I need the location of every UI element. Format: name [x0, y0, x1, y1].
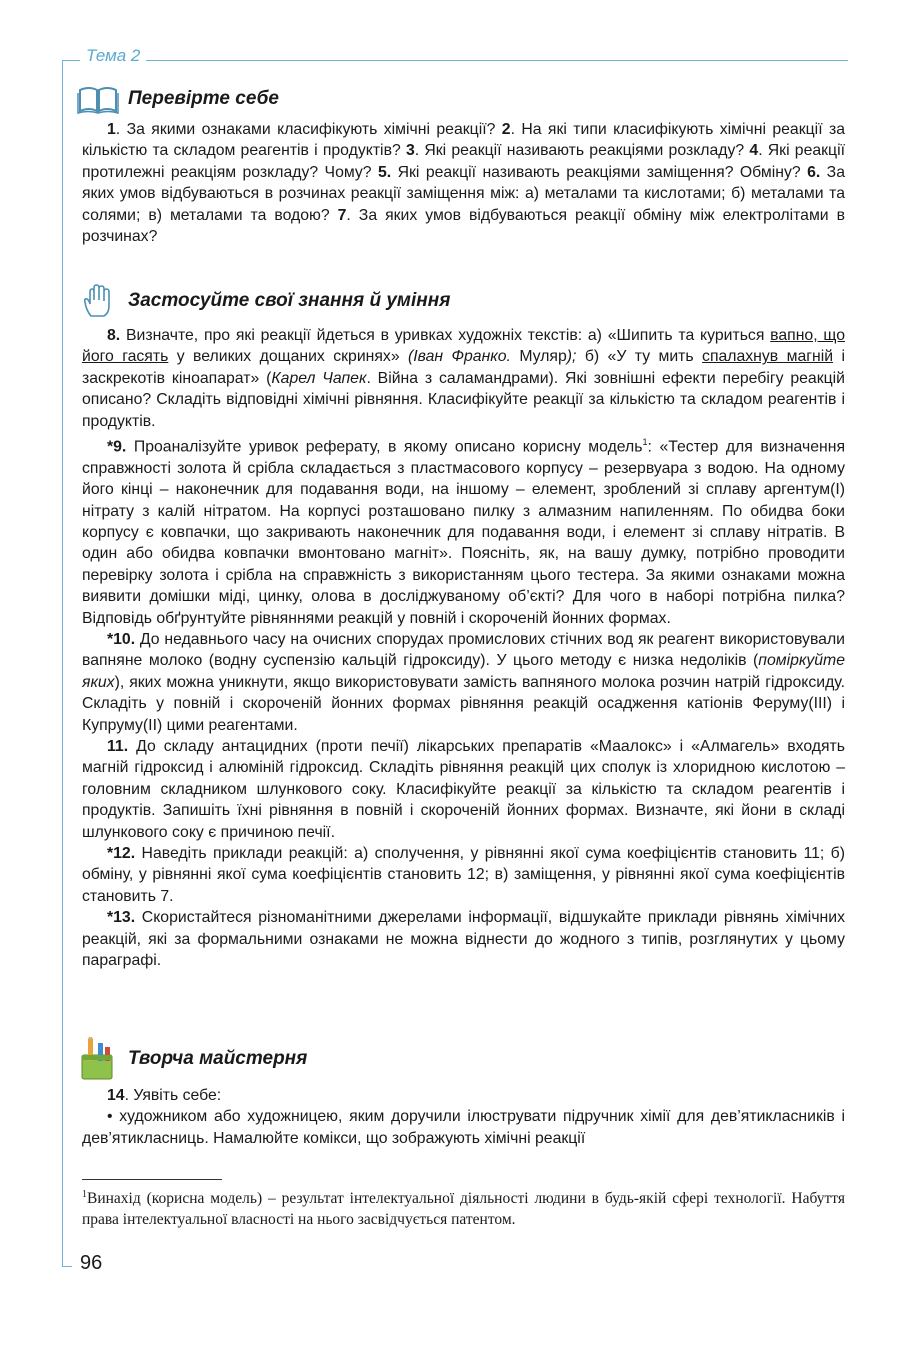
- footnote-text: Винахід (корисна модель) – результат інтелектуальної діяльності людини в будь-якій сфері технології. Набуття права інтелектуальної власності на нього засвідчується патентом.: [82, 1190, 845, 1229]
- section-creative-workshop-header: [76, 1042, 307, 1076]
- task-12: *12. Наведіть приклади реакцій: а) сполучення, у рівнянні якої сума коефіцієнтів становить 11; б) обміну, у рівнянні якої сума коефіцієнтів становить 12; в) заміщення, у рівнянні якої сума коефіцієнтів становить 7.: [82, 845, 845, 905]
- section-apply-knowledge-header: [76, 284, 450, 318]
- section-creative-workshop-text: [82, 1085, 845, 1149]
- task-14: 14. Уявіть себе:: [107, 1087, 222, 1104]
- footnote-mark: 1: [82, 1189, 87, 1200]
- hand-icon: [76, 284, 120, 318]
- page-number: 96: [80, 1252, 103, 1274]
- task-13: *13. Скористайтеся різноманітними джерелами інформації, відшукайте приклади рівнянь хімічних реакцій, які за формальними ознаками не можна віднести до жодного з типів, розглянутих у цьому параграфі.: [82, 909, 845, 970]
- task-14-bullet: • художником або художницею, яким доручили ілюструвати підручник хімії для дев’ятикласників і дев’ятикласниць. Намалюйте комікси, що зображують хімічні реакції: [82, 1108, 845, 1147]
- task-8: 8. Визначте, про які реакції йдеться в уривках художніх текстів: а) «Шипить та куриться вапно, що його гасять у великих дощаних скринях» (Іван Франко. Муляр); б) «У ту мить спалахнув магній і заскрекотів кіноапарат» (Карел Чапек. Війна з саламандрами). Які зовнішні ефекти перебігу реакцій описано? Складіть відповідні хімічні рівняння. Класифікуйте реакції за кількістю та складом реагентів і продуктів.: [82, 327, 845, 430]
- section-title: Застосуйте свої знання й уміння: [128, 290, 451, 311]
- task-10: *10. До недавнього часу на очисних спорудах промислових стічних вод як реагент використовували вапняне молоко (водну суспензію кальцій гідроксиду). У цього методу є низка недоліків (поміркуйте яких), яких можна уникнути, якщо використовувати замість вапняного молока розчин натрій гідроксиду. Складіть у повній і скороченій йонних формах рівняння реакцій осадження катіонів Феруму(III) і Купруму(II) цими реагентами.: [82, 630, 845, 734]
- frame-left-rule: [62, 60, 63, 1266]
- questions-paragraph: 1. За якими ознаками класифікують хімічні реакції? 2. На які типи класифікують хімічні реакції за кількістю та складом реагентів і продуктів? 3. Які реакції називають реакціями розкладу? 4. Які реакції протилежні реакціям розкладу? Чому? 5. Які реакції називають реакціями заміщення? Обміну? 6. За яких умов відбуваються в розчинах реакції заміщення між: а) металами та кислотами; б) металами та солями; в) металами та водою? 7. За яких умов відбуваються реакції обміну між електролітами в розчинах?: [82, 121, 845, 246]
- footnote: [82, 1184, 845, 1230]
- section-apply-knowledge-text: [82, 325, 845, 971]
- section-check-yourself-header: [76, 82, 279, 116]
- book-icon: [76, 82, 120, 116]
- task-9: *9. Проаналізуйте уривок реферату, в якому описано корисну модель$^1$: «Тестер для визначення справжності золота й срібла складається з пластмасового корпусу – резервуара з водою. На одному його кінці – наконечник для подавання води, на іншому – елемент, зроблений зі сплаву аргентум(I) нітрату з калій нітратом. На корпусі розташовано пилку з алмазним напиленням. По обидва боки корпусу є ковпачки, що закривають наконечник для подавання води, і елемент зі сплаву нітратів. В один або обидва ковпачки вмонтовано магніт». Поясніть, як, на вашу думку, потрібно проводити перевірку золота і срібла на справжність з використанням цього тестера. За якими ознаками можна виявити домішки міді, цинку, олова в досліджуваному об’єкті? Для чого в наборі потрібна пилка? Відповідь обґрунтуйте рівняннями реакцій у повній і скороченій йонних формах.: [82, 437, 846, 627]
- section-check-yourself-text: [82, 119, 845, 247]
- frame-bottom-rule: [62, 1266, 72, 1267]
- footnote-rule: [82, 1179, 222, 1180]
- task-11: 11. До складу антацидних (проти печії) лікарських препаратів «Маалокс» і «Алмагель» входять магній гідроксид і алюміній гідроксид. Складіть рівняння реакцій цих сполук із хлоридною кислотою – головним складником шлункового соку. Класифікуйте реакції за кількістю та складом реагентів і продуктів. Запишіть їхні рівняння в повній і скороченій йонних формах. Визначте, які йони в складі шлункового соку є причиною печії.: [82, 737, 845, 841]
- pencil-cup-icon: [76, 1042, 120, 1076]
- section-title: Перевірте себе: [128, 88, 279, 109]
- topic-label: Тема 2: [80, 46, 146, 66]
- frame-top-rule: [62, 60, 848, 61]
- section-title: Творча майстерня: [128, 1048, 308, 1069]
